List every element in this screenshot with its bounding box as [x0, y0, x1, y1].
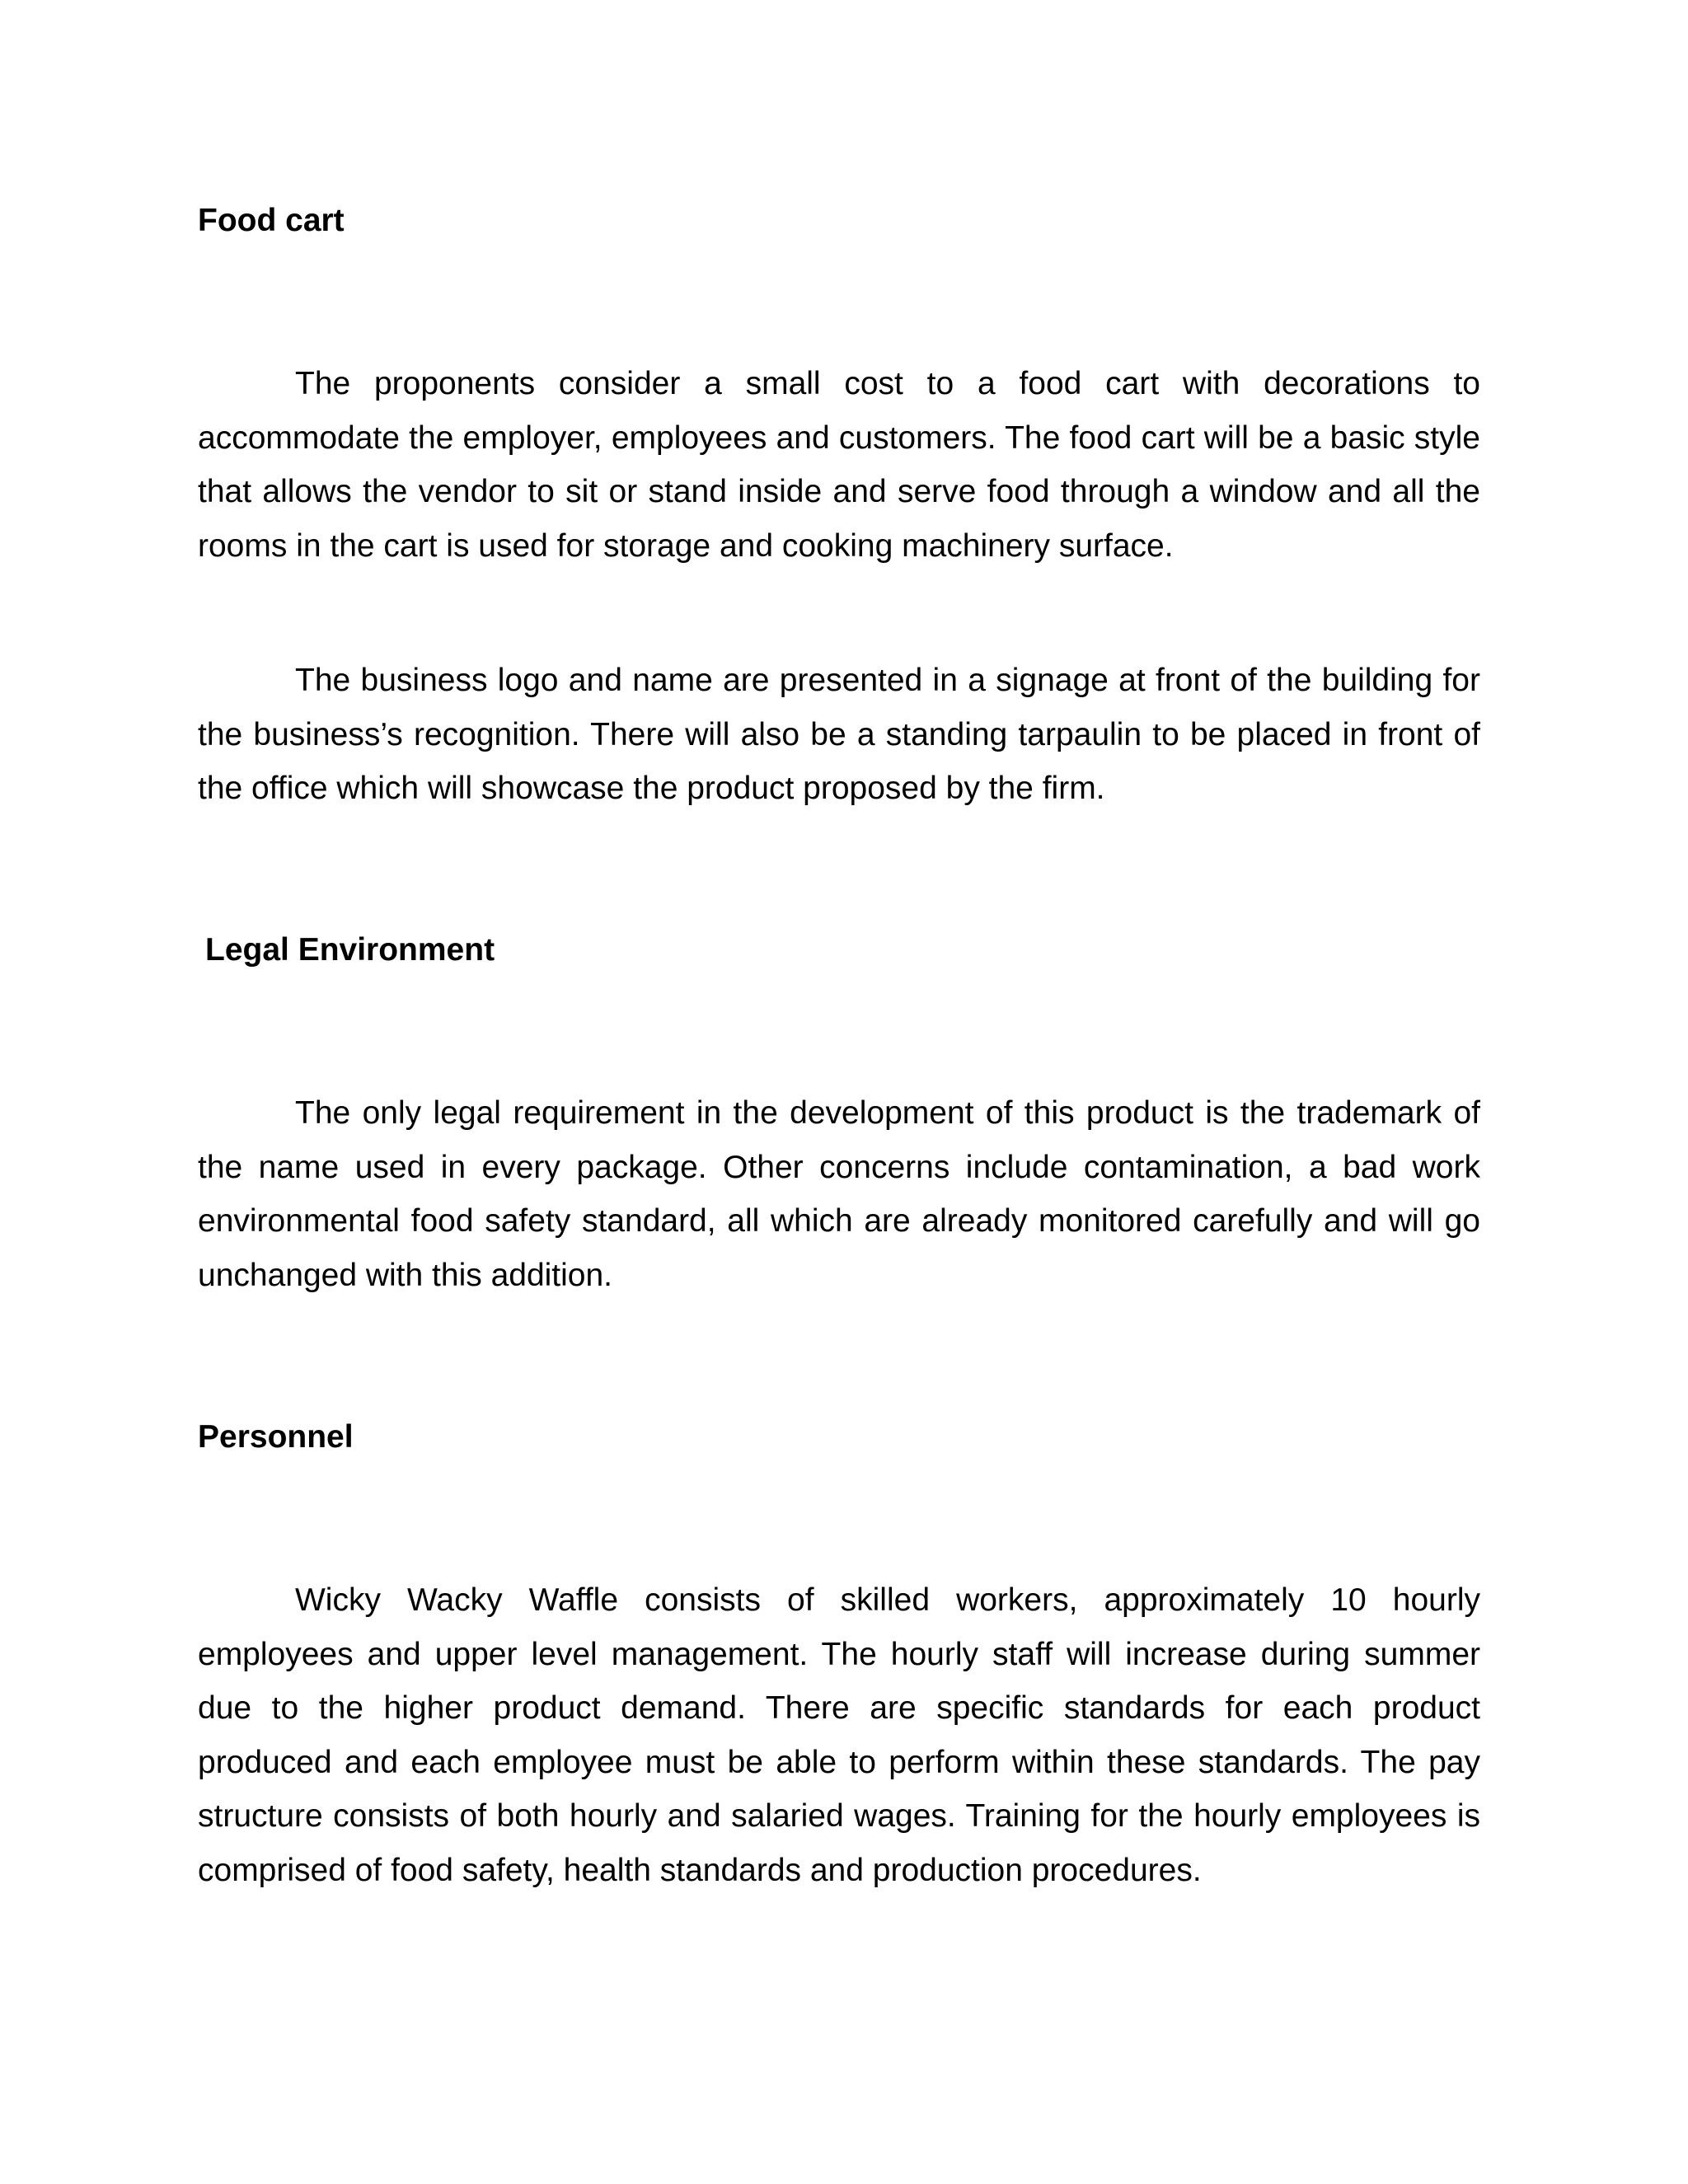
paragraph-legal-environment-1: The only legal requirement in the development of this product is the trademark of the name used in every package. Other concerns include contamination, a bad work environmental food safety standard, all which are already monitored carefully and will go unchanged with this addition.: [198, 1095, 1480, 1293]
paragraph-personnel-1: Wicky Wacky Waffle consists of skilled workers, approximately 10 hourly employees and upper level management. The hourly staff will increase during summer due to the higher product demand. There are specific standards for each product produced and each employee must be able to perform within these standards. The pay structure consists of both hourly and salaried wages. Training for the hourly employees is comprised of food safety, health standards and production procedures.: [198, 1582, 1480, 1888]
section-heading-personnel: Personnel: [198, 1419, 354, 1455]
section-heading-legal-environment: Legal Environment: [205, 932, 495, 968]
section-heading-food-cart: Food cart: [198, 203, 345, 238]
paragraph-food-cart-2: The business logo and name are presented in a signage at front of the building for the business’s recognition. There will also be a standing tarpaulin to be placed in front of the office which will showcase the product proposed by the firm.: [198, 663, 1480, 806]
paragraph-food-cart-1: The proponents consider a small cost to a food cart with decorations to accommodate the employer, employees and customers. The food cart will be a basic style that allows the vendor to sit or stand inside and serve food through a window and all the rooms in the cart is used for storage and cooking machinery surface.: [198, 366, 1480, 564]
